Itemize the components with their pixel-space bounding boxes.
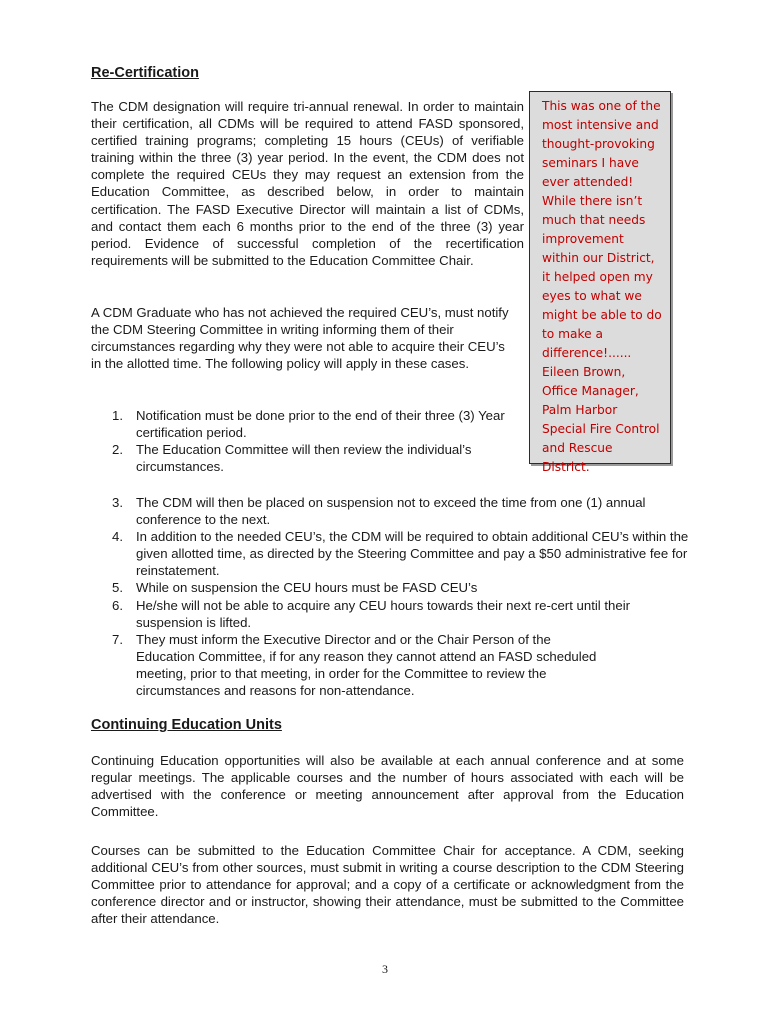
policy-list-part-1 [91,407,511,475]
continuing-education-heading: Continuing Education Units [91,717,282,733]
continuing-education-paragraph-2: Courses can be submitted to the Education Committee Chair for acceptance. A CDM, seeking additional CEU’s from other sources, must submit in writing a course description to the CDM Steering Committee prior to attendance for approval; and a copy of a certificate or acknowledgment from the conference director and or instructor, showing their attendance, must be submitted to the Committee after their attendance. [91,843,684,927]
continuing-education-paragraph-1: Continuing Education opportunities will also be available at each annual conference and at some regular meetings. The applicable courses and the number of hours associated with each will be advertised with the conference or meeting announcement after approval from the Education Committee. [91,753,684,820]
list-item-number: 7. [112,631,123,647]
list-item [91,528,691,579]
list-item [91,579,691,596]
recertification-paragraph-2: A CDM Graduate who has not achieved the required CEU’s, must notify the CDM Steering Committee in writing informing them of their circumstances regarding why they were not able to acquire their CEU’s in the allotted time. The following policy will apply in these cases. [91,305,509,372]
list-item-number: 2. [112,442,123,458]
list-item [91,441,511,475]
list-item [91,597,691,631]
list-item [91,407,511,441]
list-item-text: The Education Committee will then review the individual’s circumstances. [136,442,472,475]
list-item-text: While on suspension the CEU hours must be FASD CEU’s [136,580,478,596]
list-item-text: Notification must be done prior to the end of their three (3) Year certification period. [136,408,505,441]
recertification-paragraph-1: The CDM designation will require tri-annual renewal. In order to maintain their certification, all CDMs will be required to attend FASD sponsored, certified training programs; completing 15 hours (CEUs) of verifiable training within the three (3) year period. In the event, the CDM does not complete the required CEUs they may request an extension from the Education Committee, as described below, in order to maintain certification. The FASD Executive Director will maintain a list of CDMs, and contact them each 6 months prior to the end of the three (3) year period. Evidence of successful completion of the recertification requirements will be submitted to the Education Committee Chair. [91,99,524,268]
policy-list-part-2 [91,494,691,699]
list-item-number: 4. [112,529,123,545]
list-item-number: 6. [112,597,123,613]
list-item-text: The CDM will then be placed on suspension not to exceed the time from one (1) annual conference to the next. [136,495,646,528]
list-item-text: He/she will not be able to acquire any CEU hours towards their next re-cert until their suspension is lifted. [136,597,631,630]
list-item-text: They must inform the Executive Director and or the Chair Person of the Education Committee, if for any reason they cannot attend an FASD scheduled meeting, prior to that meeting, in order for the Committee to review the circumstances and reasons for non-attendance. [136,631,597,699]
page-number: 3 [382,962,388,976]
list-item-number: 5. [112,580,123,596]
list-item-number: 1. [112,408,123,423]
recertification-heading: Re-Certification [91,65,199,81]
list-item-text: In addition to the needed CEU’s, the CDM will be required to obtain additional CEU’s within the given allotted time, as directed by the Steering Committee and pay a $50 administrative fee for reinstatement. [136,529,689,579]
testimonial-callout-box: This was one of the most intensive and thought-provoking seminars I have ever attended! While there isn’t much that needs improvement within our District, it helped open my eyes to what we might be able to do to make a difference!...... Eileen Brown, Office Manager, Palm Harbor Special Fire Control and Rescue District. [529,91,671,464]
list-item [91,494,691,528]
list-item [91,631,606,699]
list-item-number: 3. [112,495,123,510]
